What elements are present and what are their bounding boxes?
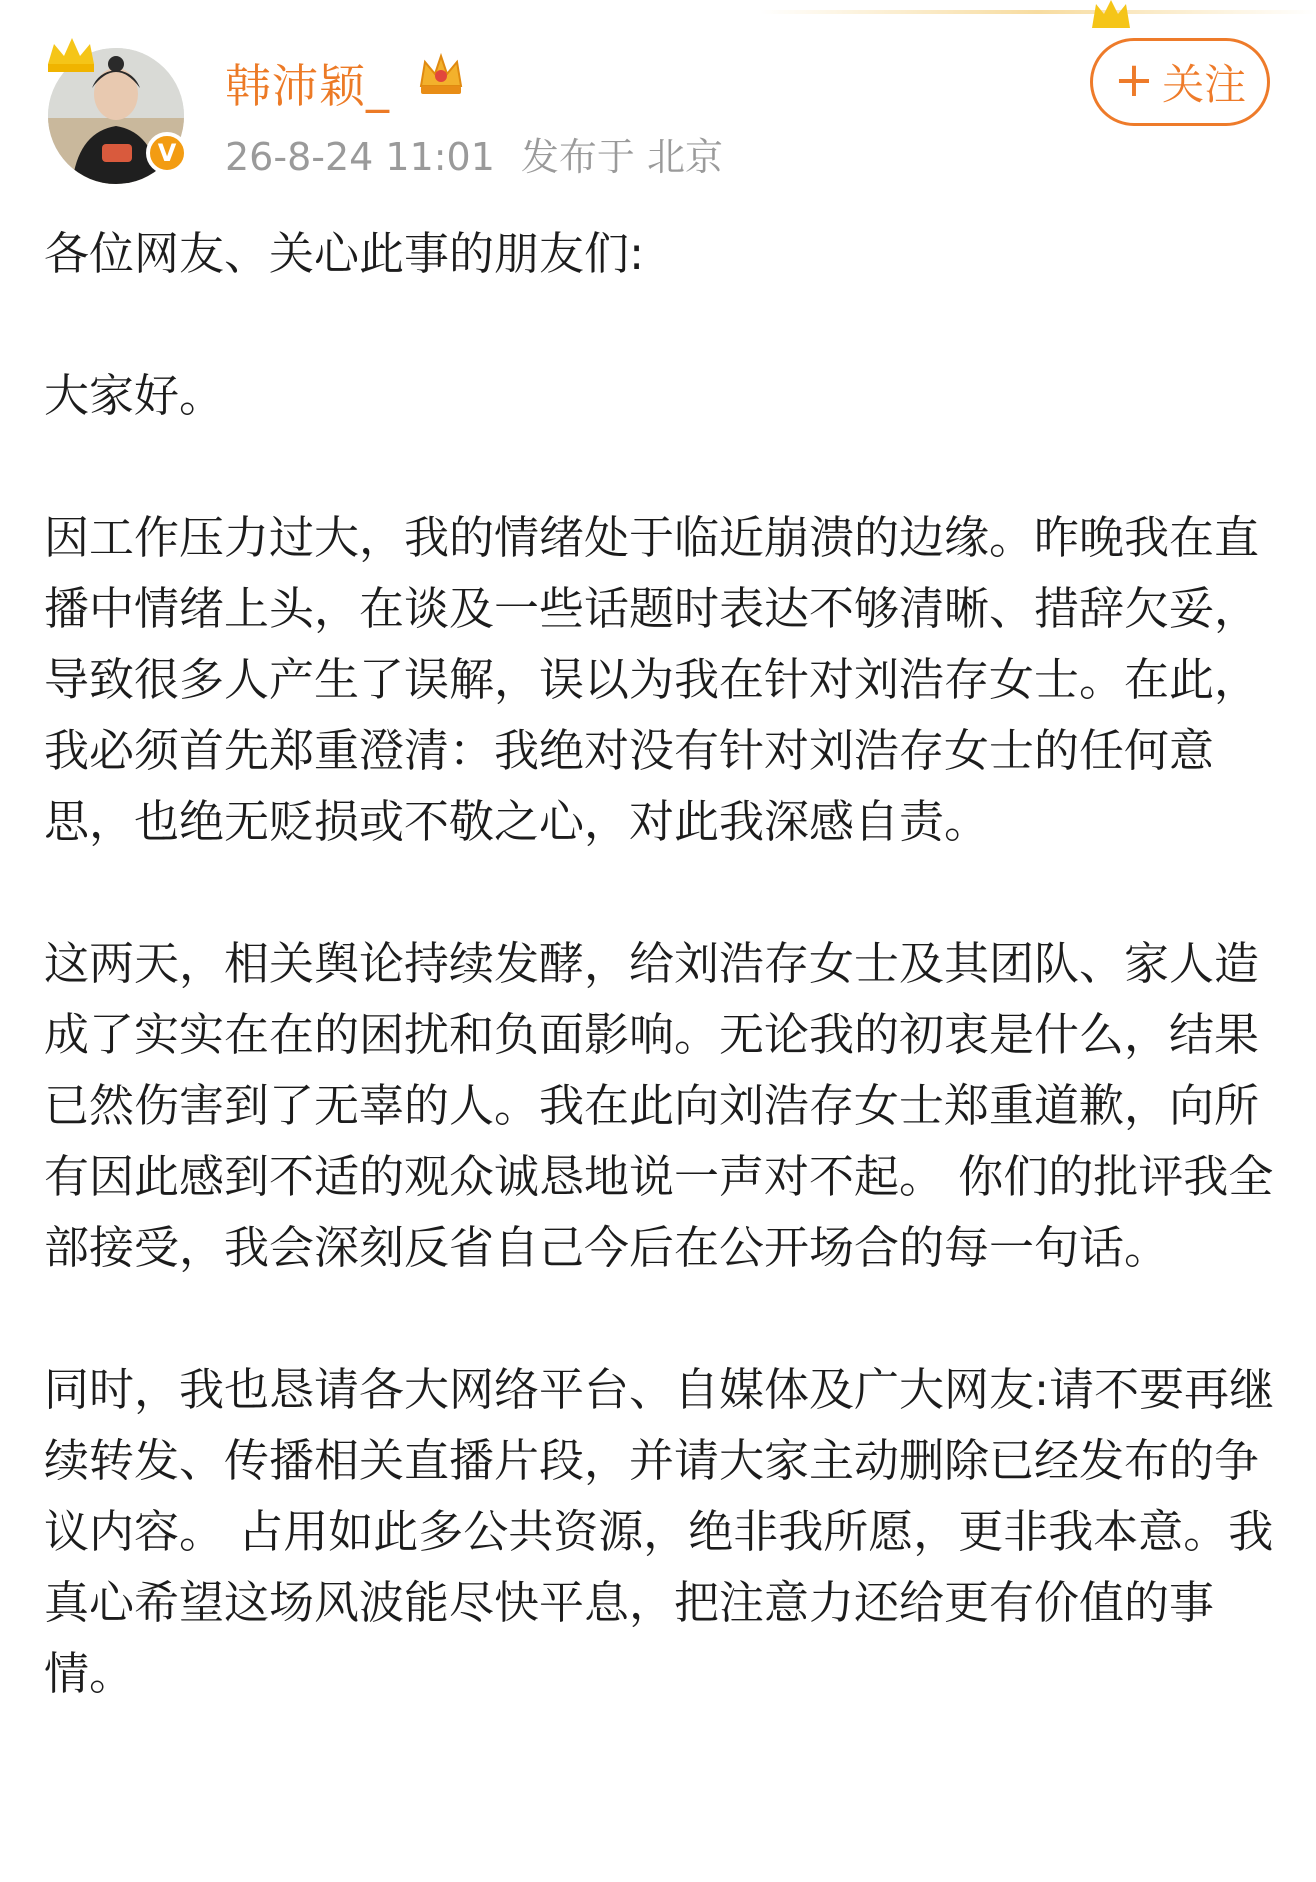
post-location: 发布于 北京 <box>520 135 723 179</box>
paragraph: 这两天，相关舆论持续发酵，给刘浩存女士及其团队、家人造成了实实在在的困扰和负面影响。无论我的初衷是什么，结果已然伤害到了无辜的人。我在此向刘浩存女士郑重道歉，向所有因此感到不适的观众诚恳地说一声对不起。 你们的批评我全部接受，我会深刻反省自己今后在公开场合的每一句话。 <box>44 937 1274 1274</box>
post-time: 26-8-24 11:01 <box>225 135 495 179</box>
follow-button[interactable] <box>1090 38 1270 126</box>
plus-icon: + <box>1113 52 1155 108</box>
post-meta <box>225 126 723 181</box>
paragraph: 因工作压力过大，我的情绪处于临近崩溃的边缘。昨晚我在直播中情绪上头，在谈及一些话题时表达不够清晰、措辞欠妥，导致很多人产生了误解，误以为我在针对刘浩存女士。在此，我必须首先郑重澄清：我绝对没有针对刘浩存女士的任何意思，也绝无贬损或不敬之心，对此我深感自责。 <box>44 511 1260 848</box>
post-content <box>44 218 1284 1709</box>
paragraph: 同时，我也恳请各大网络平台、自媒体及广大网友:请不要再继续转发、传播相关直播片段，并请大家主动删除已经发布的争议内容。 占用如此多公共资源，绝非我所愿，更非我本意。我真心希望这场风波能尽快平息，把注意力还给更有价值的事情。 <box>44 1363 1275 1700</box>
avatar-container[interactable] <box>44 40 194 190</box>
crown-decoration-icon <box>1086 0 1136 34</box>
follow-label: 关注 <box>1162 60 1247 109</box>
fade-overlay <box>960 1800 1316 1882</box>
verified-badge: V <box>146 132 188 174</box>
header-decoration <box>760 0 1316 32</box>
paragraph: 各位网友、关心此事的朋友们: <box>44 227 645 280</box>
user-name[interactable]: 韩沛颖_ <box>225 59 390 113</box>
crown-vip-icon <box>415 52 467 100</box>
paragraph: 大家好。 <box>44 369 225 422</box>
crown-icon <box>40 34 100 84</box>
